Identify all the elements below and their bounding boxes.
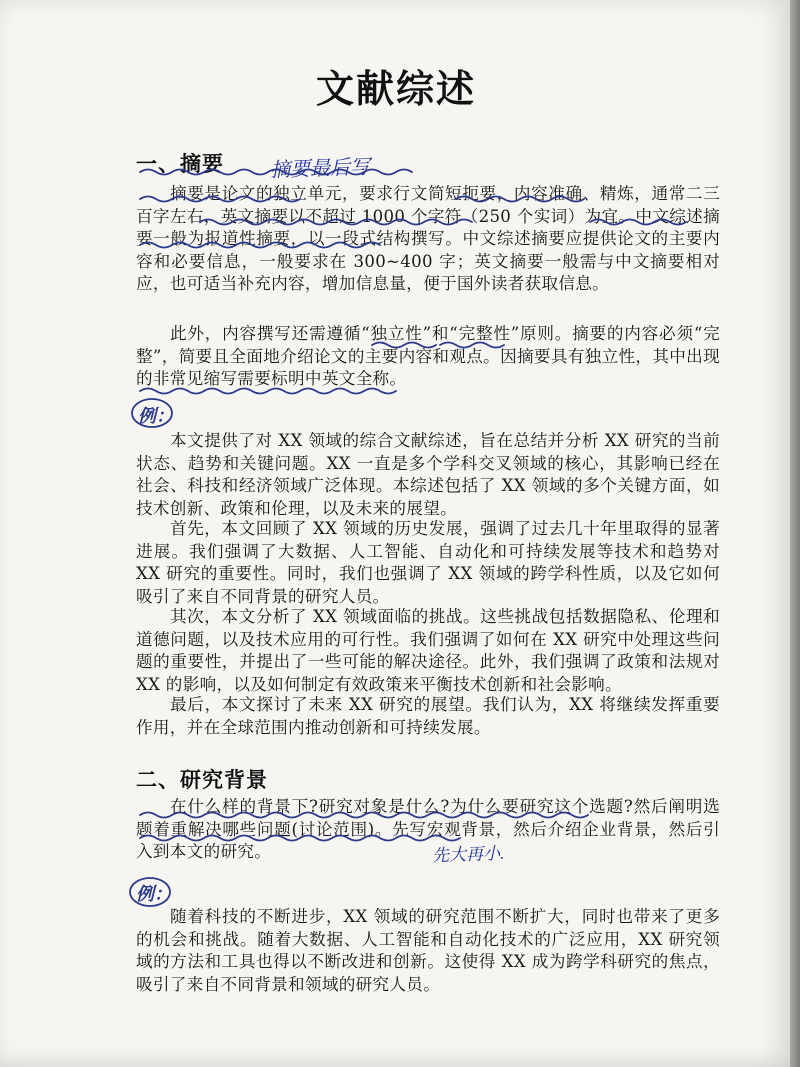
- wavy-underline: [140, 389, 396, 394]
- wavy-underline: [372, 343, 436, 348]
- example-label-2: 例：: [136, 884, 172, 904]
- document-title: 文献综述: [315, 66, 476, 111]
- wavy-underline: [590, 220, 686, 225]
- wavy-underline: [456, 197, 584, 202]
- circle-mark: [132, 399, 172, 427]
- example-paragraph-4: 最后，本文探讨了未来 XX 研究的展望。我们认为，XX 将继续发挥重要作用，并在全球范围内推动创新和可持续发展。: [136, 695, 720, 737]
- example-label-1: 例：: [138, 406, 174, 426]
- handwritten-note-abstract: 摘要最后写: [269, 156, 371, 182]
- example-paragraph-1: 本文提供了对 XX 领域的综合文献综述，旨在总结并分析 XX 研究的当前状态、趋势和关键问题。XX 一直是多个学科交叉领域的核心，其影响已经在社会、科技和经济领域广泛体现。本综述包括了 XX 领域的多个关键方面，如技术创新、政策和伦理，以及未来的展望。: [136, 431, 720, 518]
- section-heading-background: 二、研究背景: [136, 767, 268, 792]
- background-paragraph: 在什么样的背景下?研究对象是什么?为什么要研究这个选题?然后阐明选题着重解决哪些问题(讨论范围)。先写宏观背景，然后介绍企业背景，然后引入到本文的研究。: [136, 797, 720, 861]
- background-edge: [790, 0, 800, 1067]
- wavy-underline: [140, 197, 300, 202]
- wavy-underline: [140, 243, 380, 248]
- background-example-paragraph: 随着科技的不断进步，XX 领域的研究范围不断扩大，同时也带来了更多的机会和挑战。随着大数据、人工智能和自动化技术的广泛应用，XX 研究领域的方法和工具也得以不断改进和创新。这使得 XX 成为跨学科研究的焦点，吸引了来自不同背景和领域的研究人员。: [136, 907, 720, 994]
- example-paragraph-3: 其次，本文分析了 XX 领域面临的挑战。这些挑战包括数据隐私、伦理和道德问题，以及技术应用的可行性。我们强调了如何在 XX 研究中处理这些问题的重要性，并提出了一些可能的解决途径。此外，我们强调了政策和法规对 XX 的影响，以及如何制定有效政策来平衡技术创新和社会影响。: [136, 607, 720, 694]
- wavy-underline: [200, 220, 472, 225]
- example-paragraph-2: 首先，本文回顾了 XX 领域的历史发展，强调了过去几十年里取得的显著进展。我们强调了大数据、人工智能、自动化和可持续发展等技术和趋势对 XX 研究的重要性。同时，我们也强调了 XX 领域的跨学科性质，以及它如何吸引了来自不同背景的研究人员。: [136, 519, 720, 606]
- wavy-underline: [440, 343, 504, 348]
- circle-mark: [130, 878, 170, 906]
- wavy-underline: [140, 170, 412, 175]
- wavy-underline: [140, 836, 460, 841]
- abstract-paragraph-2: 此外，内容撰写还需遵循“独立性”和“完整性”原则。摘要的内容必须“完整”，简要且全面地介绍论文的主要内容和观点。因摘要具有独立性，其中出现的非常见缩写需要标明中英文全称。: [136, 324, 720, 388]
- wavy-underline: [140, 813, 588, 818]
- abstract-paragraph-1: 摘要是论文的独立单元，要求行文简短扼要，内容准确、精炼，通常二三百字左右，英文摘要以不超过 1000 个字符（250 个实词）为宜。中文综述摘要一般为报道性摘要，以一段式结构撰写。中文综述摘要应提供论文的主要内容和必要信息，一般要求在 300~400 字；英文摘要一般需与中文摘要相对应，也可适当补充内容，增加信息量，便于国外读者获取信息。: [136, 184, 720, 293]
- handwritten-note-background: 先大再小.: [431, 843, 506, 866]
- section-heading-abstract: 一、摘要: [136, 151, 224, 176]
